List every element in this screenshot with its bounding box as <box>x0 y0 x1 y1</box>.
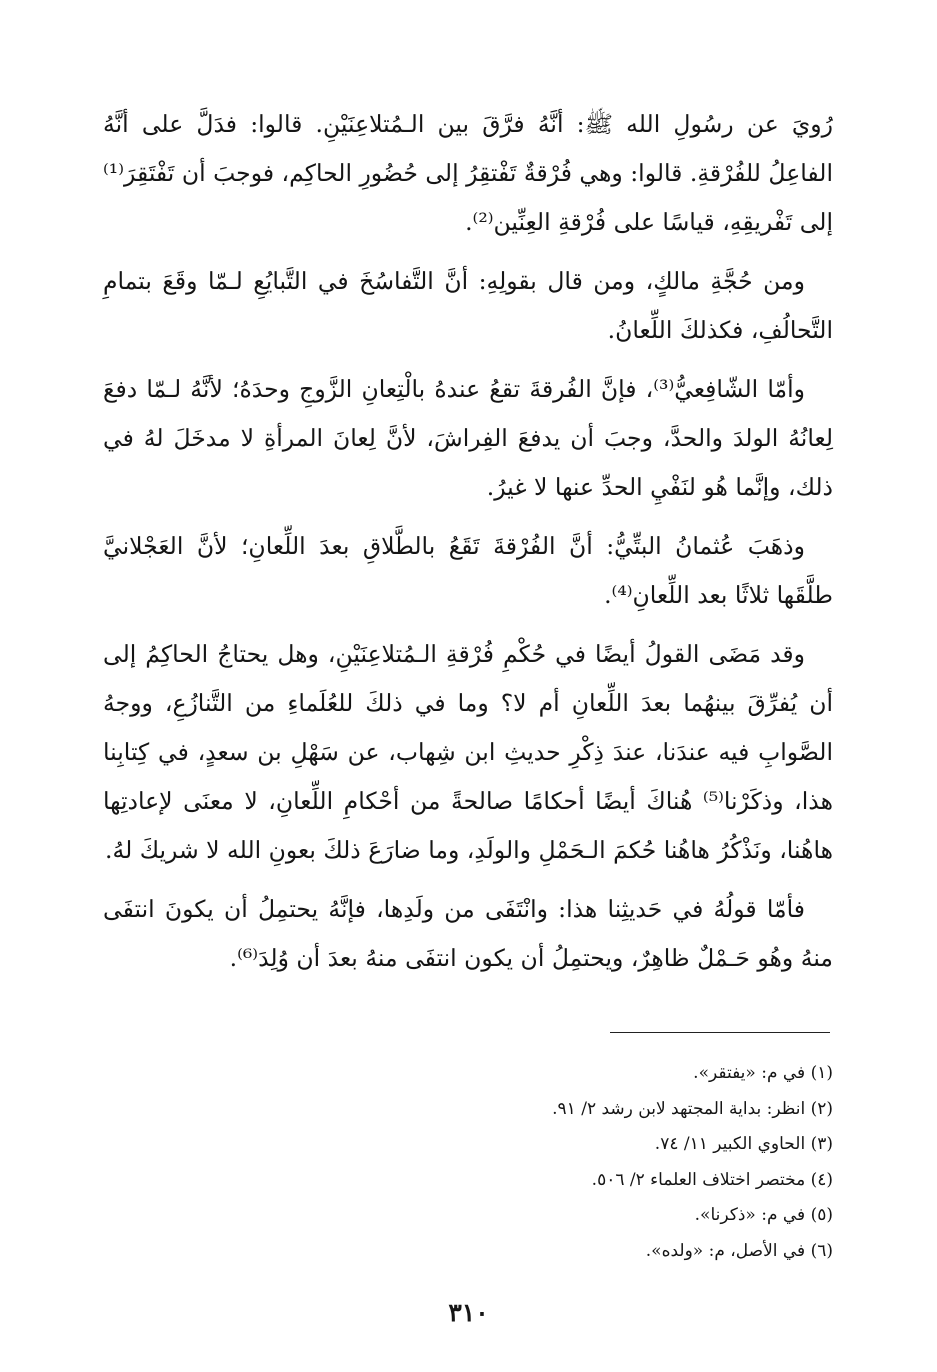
footnote-2: (٢) انظر: بداية المجتهد لابن رشد ٢/ ٩١. <box>552 1098 833 1119</box>
footnote-4: (٤) مختصر اختلاف العلماء ٢/ ٥٠٦. <box>591 1169 833 1190</box>
footnotes <box>103 1056 833 1270</box>
paragraph-4: وذهَبَ عُثمانُ البتِّيُّ: أنَّ الفُرْقةَ تَقَعُ بالطَّلاقِ بعدَ اللِّعانِ؛ لأنَّ العَجْلانيَّ طلَّقَها ثلاثًا بعد اللِّعانِ⁽⁴⁾. <box>103 532 833 609</box>
paragraph-6: فأمّا قولُهُ في حَديثِنا هذا: وانْتَفَى من ولَدِها، فإنَّهُ يحتمِلُ أن يكونَ انتفَى منهُ وهُو حَـمْلٌ ظاهِرٌ، ويحتمِلُ أن يكون انتفَى منهُ بعدَ أن وُلِدَ⁽⁶⁾. <box>103 895 833 972</box>
footnote-6: (٦) في الأصل، م: «ولده». <box>645 1240 833 1261</box>
footnote-5: (٥) في م: «ذكرنا». <box>694 1205 833 1226</box>
main-text <box>103 100 833 993</box>
footnote-3: (٣) الحاوي الكبير ١١/ ٧٤. <box>654 1134 833 1155</box>
paragraph-3: وأمّا الشّافِعيُّ⁽³⁾، فإنَّ الفُرقةَ تقعُ عندهُ بالْتِعانِ الزَّوجِ وحدَهُ؛ لأنَّهُ لـمّا دفعَ لِعانُهُ الولدَ والحدَّ، وجبَ أن يدفعَ الفِراشَ، لأنَّ لِعانَ المرأةِ لا مدخَلَ لهُ في ذلك، وإنَّما هُو لنَفْيِ الحدِّ عنها لا غيرُ. <box>103 375 833 501</box>
paragraph-5: وقد مَضَى القولُ أيضًا في حُكْمِ فُرْقةِ الـمُتلاعِنَيْنِ، وهل يحتاجُ الحاكِمُ إلى أن يُفرِّقَ بينهُما بعدَ اللِّعانِ أم لا؟ وما في ذلكَ للعُلَماءِ من التَّنازُعِ، ووجهُ الصَّوابِ فيه عندَنا، عندَ ذِكْرِ حديثِ ابن شِهاب، عن سَهْلِ بن سعدٍ، في كِتابِنا هذا، وذكَرْنا⁽⁵⁾ هُناكَ أيضًا أحكامًا صالحةً من أحْكامِ اللِّعانِ، لا معنَى لإعادتِها هاهُنا، ونَذْكُرُ هاهُنا حُكمَ الـحَمْلِ والولَدِ، وما ضارَعَ ذلكَ بعونِ الله لا شريكَ لهُ. <box>103 640 833 864</box>
paragraph-2: ومن حُجَّةِ مالكٍ، ومن قال بقولِهِ: أنَّ التَّفاسُخَ في التَّبايُعِ لـمّا وقَعَ بتمامِ التَّحالُفِ، فكذلكَ اللِّعانُ. <box>103 267 833 344</box>
paragraph-1: رُويَ عن رسُولِ الله ﷺ: أنَّهُ فرَّقَ بين الـمُتلاعِنَيْنِ. قالوا: فدَلَّ على أنَّهُ الفاعِلُ للفُرْقةِ. قالوا: وهي فُرْقةٌ تَفْتقِرُ إلى حُضُورِ الحاكِم، فوجبَ أن تَفْتَقِرَ⁽¹⁾ إلى تَفْريقِهِ، قياسًا على فُرْقةِ العِنِّين⁽²⁾. <box>103 110 833 236</box>
footnote-1: (١) في م: «يفتقر». <box>693 1063 833 1083</box>
footnote-separator <box>610 1032 830 1033</box>
page-number: ٣١٠ <box>448 1298 489 1327</box>
